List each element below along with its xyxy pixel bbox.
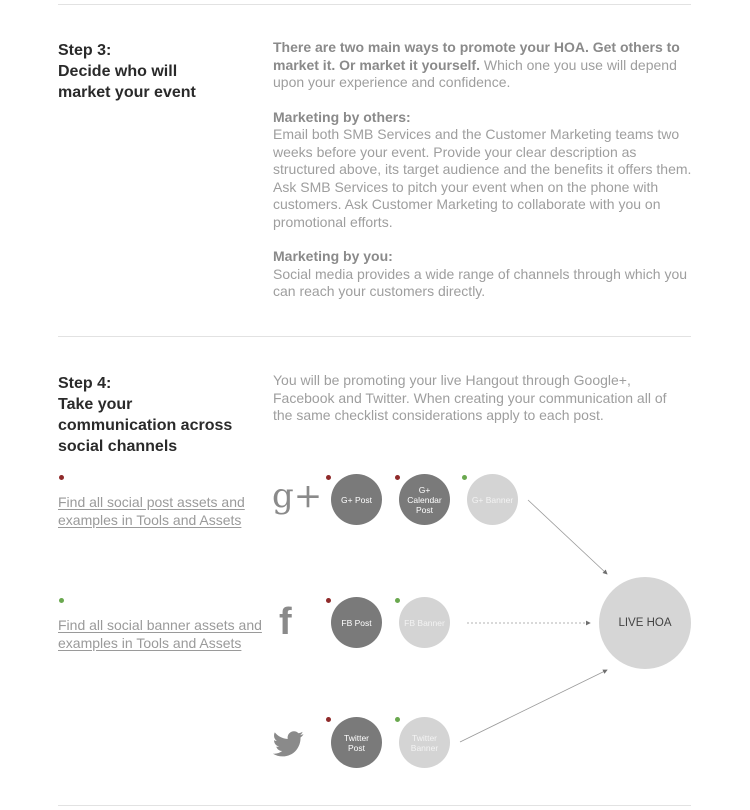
twitter-post-line2: Post — [347, 742, 365, 753]
live-hoa-label: LIVE HOA — [618, 617, 672, 629]
step3-heading-line3: market your event — [58, 84, 196, 101]
gplus-banner-label: G+ Banner — [471, 494, 514, 505]
bottom-divider — [58, 805, 691, 806]
gplus-calendar-line1: G+ — [418, 484, 431, 495]
step4-heading-line3: communication across — [58, 417, 233, 434]
step4-heading-line1: Step 4: — [58, 375, 112, 392]
gplus-calendar-line2: Calendar — [407, 494, 442, 505]
twitter-arrow — [460, 670, 607, 742]
fb-banner-dot — [395, 598, 400, 603]
twitter-banner-node[interactable] — [399, 717, 450, 768]
fb-post-label: FB Post — [341, 617, 372, 628]
gplus-arrow — [528, 500, 607, 574]
gplus-calendar-label — [407, 485, 442, 515]
marketing-you-text: Social media provides a wide range of channels through which you can reach your customers directly. — [273, 265, 688, 299]
gplus-banner-node[interactable] — [467, 474, 518, 525]
twitter-banner-line2: Banner — [410, 742, 439, 753]
live-hoa-hub[interactable] — [599, 577, 691, 669]
gplus-calendar-dot — [395, 475, 400, 480]
twitter-post-dot — [326, 717, 331, 722]
social-banner-assets-link[interactable]: Find all social banner assets and examples in Tools and Assets — [58, 617, 262, 651]
gplus-banner-dot — [462, 475, 467, 480]
gplus-calendar-post-node[interactable] — [399, 474, 450, 525]
gplus-calendar-line3: Post — [415, 504, 433, 515]
gplus-post-node[interactable] — [331, 474, 382, 525]
twitter-banner-line1: Twitter — [411, 732, 437, 743]
marketing-others-text: Email both SMB Services and the Customer Marketing teams two weeks before your event. Provide your clear description as structured above, its target audience and the benefits it offers them. Ask SMB Services to pitch your event when on the phone with customers. Ask Customer Marketing to collaborate with you on promotional efforts. — [273, 126, 692, 230]
step4-intro: You will be promoting your live Hangout through Google+, Facebook and Twitter. When creating your communication all of the same checklist considerations apply to each post. — [273, 372, 667, 423]
twitter-banner-label — [411, 733, 438, 753]
gplus-post-label: G+ Post — [341, 494, 372, 505]
step3-intro-bold: There are two main ways to promote your HOA. Get others to market it. Or market it yourself. — [273, 39, 680, 73]
twitter-post-label — [344, 733, 369, 753]
marketing-others-heading: Marketing by others: — [273, 108, 411, 125]
step3-heading-line1: Step 3: — [58, 42, 112, 59]
step3-heading-line2: Decide who will — [58, 63, 178, 80]
twitter-banner-dot — [395, 717, 400, 722]
social-post-assets-link[interactable]: Find all social post assets and examples in Tools and Assets — [58, 494, 245, 528]
fb-banner-node[interactable] — [399, 597, 450, 648]
gplus-post-dot — [326, 475, 331, 480]
fb-banner-label: FB Banner — [404, 617, 445, 628]
fb-post-dot — [326, 598, 331, 603]
facebook-icon: f — [279, 601, 292, 643]
twitter-post-node[interactable] — [331, 717, 382, 768]
step3-intro-rest: Which one you use will depend upon your experience and confidence. — [273, 56, 677, 90]
step4-heading-line4: social channels — [58, 438, 178, 455]
step4-heading-line2: Take your — [58, 396, 133, 413]
marketing-you-heading: Marketing by you: — [273, 248, 393, 264]
fb-post-node[interactable] — [331, 597, 382, 648]
twitter-post-line1: Twitter — [343, 732, 370, 743]
google-plus-icon: g+ — [272, 476, 323, 516]
